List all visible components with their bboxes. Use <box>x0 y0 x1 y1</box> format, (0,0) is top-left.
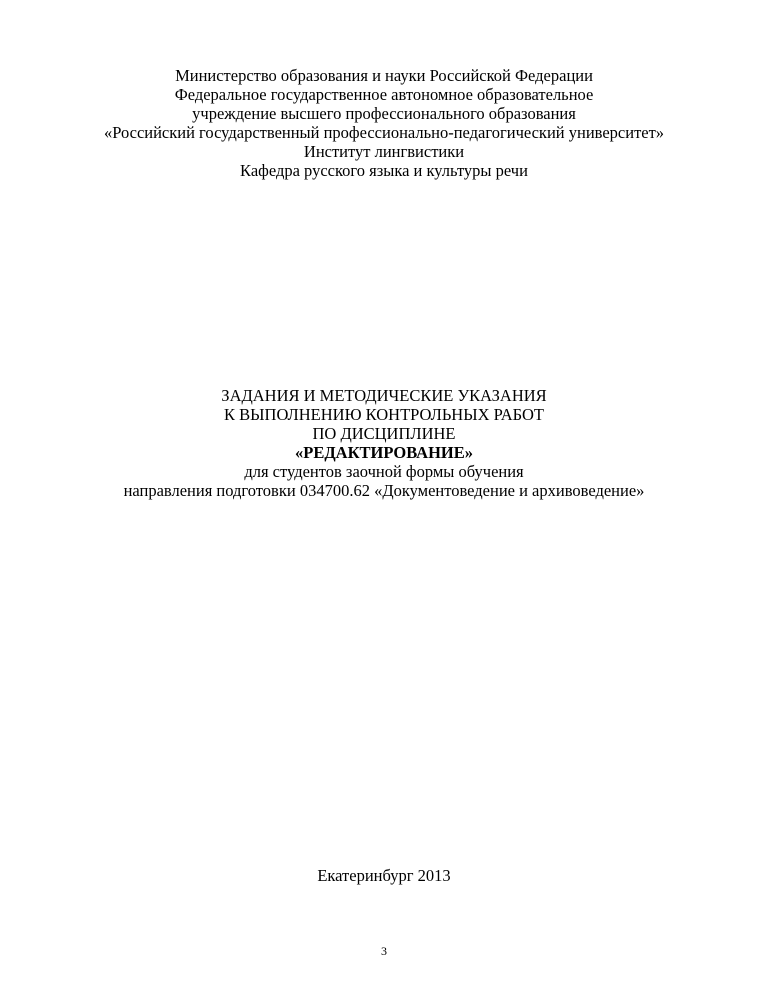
direction-line: направления подготовки 034700.62 «Документоведение и архивоведение» <box>123 481 645 500</box>
ministry-line: Министерство образования и науки Российской Федерации <box>175 66 593 85</box>
title-line-1: ЗАДАНИЯ И МЕТОДИЧЕСКИЕ УКАЗАНИЯ <box>221 386 547 405</box>
audience-line: для студентов заочной формы обучения <box>244 462 524 481</box>
city-year-text: Екатеринбург 2013 <box>317 866 451 885</box>
institution-type-line-2: учреждение высшего профессионального образования <box>192 104 576 123</box>
title-line-3: ПО ДИСЦИПЛИНЕ <box>312 424 456 443</box>
institute-name: Институт лингвистики <box>303 142 465 161</box>
institution-type-line: Федеральное государственное автономное образовательное <box>174 85 594 104</box>
discipline-name: «РЕДАКТИРОВАНИЕ» <box>294 443 474 462</box>
document-title <box>0 386 768 500</box>
department-name: Кафедра русского языка и культуры речи <box>240 161 528 180</box>
title-line-2: К ВЫПОЛНЕНИЮ КОНТРОЛЬНЫХ РАБОТ <box>224 405 544 424</box>
city-year <box>0 866 768 885</box>
university-name: «Российский государственный профессионально-педагогический университет» <box>103 123 665 142</box>
institution-header <box>0 66 768 180</box>
page-number-text: 3 <box>381 944 387 958</box>
page-number <box>0 944 768 958</box>
